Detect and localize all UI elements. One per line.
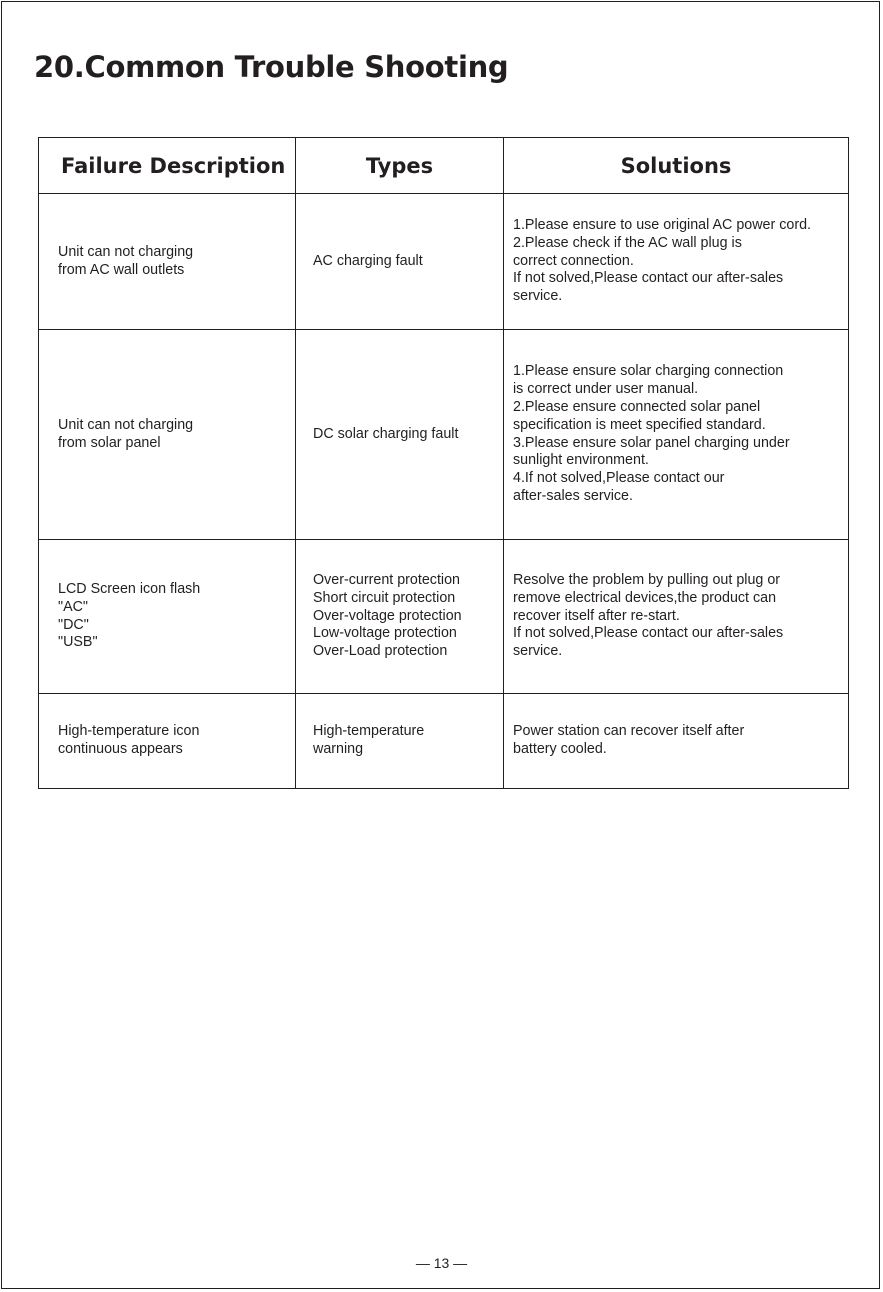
page-number: — 13 — bbox=[415, 1255, 468, 1271]
header-solutions: Solutions bbox=[504, 138, 849, 194]
type-cell: High-temperature warning bbox=[296, 694, 504, 789]
table-row bbox=[39, 694, 849, 789]
trouble-shooting-table bbox=[38, 137, 849, 789]
header-types: Types bbox=[296, 138, 504, 194]
solution-cell: 1.Please ensure to use original AC power cord. 2.Please check if the AC wall plug is correct connection. If not solved,Please contact our after-sales service. bbox=[504, 194, 849, 330]
table-row bbox=[39, 330, 849, 540]
failure-description-cell: Unit can not charging from AC wall outlets bbox=[39, 194, 296, 330]
failure-description-cell: High-temperature icon continuous appears bbox=[39, 694, 296, 789]
failure-description-cell: Unit can not charging from solar panel bbox=[39, 330, 296, 540]
table-row bbox=[39, 540, 849, 694]
type-cell: AC charging fault bbox=[296, 194, 504, 330]
solution-cell: Resolve the problem by pulling out plug or remove electrical devices,the product can recover itself after re-start. If not solved,Please contact our after-sales service. bbox=[504, 540, 849, 694]
header-failure-description: Failure Description bbox=[39, 138, 296, 194]
table-header-row bbox=[39, 138, 849, 194]
solution-cell: 1.Please ensure solar charging connection is correct under user manual. 2.Please ensure connected solar panel specification is meet specified standard. 3.Please ensure solar panel charging under sunlight environment. 4.If not solved,Please contact our after-sales service. bbox=[504, 330, 849, 540]
failure-description-cell: LCD Screen icon flash "AC" "DC" "USB" bbox=[39, 540, 296, 694]
page-title: 20.Common Trouble Shooting bbox=[34, 50, 509, 84]
solution-cell: Power station can recover itself after battery cooled. bbox=[504, 694, 849, 789]
table-row bbox=[39, 194, 849, 330]
type-cell: Over-current protection Short circuit protection Over-voltage protection Low-voltage protection Over-Load protection bbox=[296, 540, 504, 694]
type-cell: DC solar charging fault bbox=[296, 330, 504, 540]
